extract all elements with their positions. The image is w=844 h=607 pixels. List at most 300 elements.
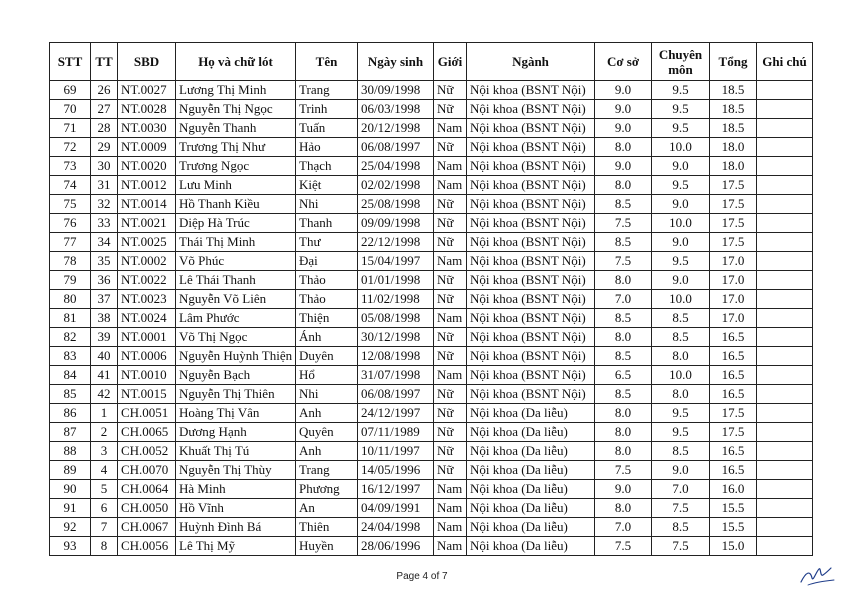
cell-sbd: NT.0015 [118, 385, 176, 404]
cell-sbd: NT.0030 [118, 119, 176, 138]
cell-tt: 28 [91, 119, 118, 138]
cell-co-so: 9.0 [595, 119, 652, 138]
cell-nganh: Nội khoa (BSNT Nội) [467, 214, 595, 233]
cell-ten: Hổ [296, 366, 358, 385]
cell-gioi: Nữ [434, 233, 467, 252]
cell-chuyen-mon: 7.5 [652, 499, 710, 518]
signature-icon [798, 560, 838, 590]
cell-sbd: NT.0020 [118, 157, 176, 176]
cell-co-so: 8.5 [595, 233, 652, 252]
cell-ho-va-chu-lot: Hà Minh [176, 480, 296, 499]
cell-sbd: CH.0067 [118, 518, 176, 537]
cell-co-so: 8.0 [595, 328, 652, 347]
cell-tong: 18.0 [710, 157, 757, 176]
cell-gioi: Nữ [434, 271, 467, 290]
cell-ten: Duyên [296, 347, 358, 366]
cell-ho-va-chu-lot: Nguyễn Huỳnh Thiện [176, 347, 296, 366]
cell-tt: 34 [91, 233, 118, 252]
table-row [50, 309, 813, 328]
cell-sbd: CH.0064 [118, 480, 176, 499]
cell-sbd: CH.0070 [118, 461, 176, 480]
cell-tong: 17.0 [710, 309, 757, 328]
cell-nganh: Nội khoa (Da liễu) [467, 480, 595, 499]
cell-chuyen-mon: 9.0 [652, 233, 710, 252]
cell-sbd: NT.0009 [118, 138, 176, 157]
cell-co-so: 9.0 [595, 81, 652, 100]
cell-tong: 17.5 [710, 233, 757, 252]
cell-nganh: Nội khoa (BSNT Nội) [467, 366, 595, 385]
cell-ngay-sinh: 10/11/1997 [358, 442, 434, 461]
cell-ten: Huyền [296, 537, 358, 556]
cell-co-so: 7.5 [595, 537, 652, 556]
cell-ghi-chu [757, 499, 813, 518]
cell-tong: 17.5 [710, 423, 757, 442]
cell-stt: 73 [50, 157, 91, 176]
cell-tt: 38 [91, 309, 118, 328]
cell-ngay-sinh: 25/04/1998 [358, 157, 434, 176]
cell-chuyen-mon: 8.0 [652, 385, 710, 404]
cell-ngay-sinh: 30/12/1998 [358, 328, 434, 347]
cell-co-so: 8.5 [595, 385, 652, 404]
table-row [50, 157, 813, 176]
cell-chuyen-mon: 10.0 [652, 366, 710, 385]
cell-tt: 41 [91, 366, 118, 385]
cell-ghi-chu [757, 176, 813, 195]
cell-chuyen-mon: 8.5 [652, 442, 710, 461]
cell-nganh: Nội khoa (BSNT Nội) [467, 252, 595, 271]
cell-gioi: Nữ [434, 195, 467, 214]
cell-nganh: Nội khoa (BSNT Nội) [467, 138, 595, 157]
table-row [50, 499, 813, 518]
cell-sbd: NT.0014 [118, 195, 176, 214]
cell-ten: Kiệt [296, 176, 358, 195]
cell-tong: 15.0 [710, 537, 757, 556]
cell-co-so: 8.0 [595, 404, 652, 423]
cell-tong: 17.0 [710, 290, 757, 309]
cell-ghi-chu [757, 195, 813, 214]
cell-ngay-sinh: 09/09/1998 [358, 214, 434, 233]
cell-nganh: Nội khoa (Da liễu) [467, 423, 595, 442]
cell-ho-va-chu-lot: Hồ Vĩnh [176, 499, 296, 518]
cell-ten: Hảo [296, 138, 358, 157]
cell-nganh: Nội khoa (BSNT Nội) [467, 328, 595, 347]
cell-ngay-sinh: 20/12/1998 [358, 119, 434, 138]
cell-ho-va-chu-lot: Nguyễn Thị Thiên [176, 385, 296, 404]
table-row [50, 366, 813, 385]
cell-ten: Thiên [296, 518, 358, 537]
cell-tt: 5 [91, 480, 118, 499]
cell-ten: Trinh [296, 100, 358, 119]
cell-chuyen-mon: 9.5 [652, 252, 710, 271]
cell-co-so: 7.5 [595, 461, 652, 480]
cell-gioi: Nam [434, 119, 467, 138]
cell-ten: Ánh [296, 328, 358, 347]
cell-tt: 2 [91, 423, 118, 442]
cell-nganh: Nội khoa (Da liễu) [467, 499, 595, 518]
cell-ten: Nhi [296, 195, 358, 214]
cell-stt: 90 [50, 480, 91, 499]
cell-ngay-sinh: 06/08/1997 [358, 138, 434, 157]
cell-chuyen-mon: 8.5 [652, 518, 710, 537]
table-row [50, 347, 813, 366]
cell-ghi-chu [757, 81, 813, 100]
cell-nganh: Nội khoa (BSNT Nội) [467, 385, 595, 404]
cell-tong: 17.0 [710, 252, 757, 271]
cell-stt: 87 [50, 423, 91, 442]
cell-tong: 16.5 [710, 347, 757, 366]
cell-nganh: Nội khoa (Da liễu) [467, 461, 595, 480]
cell-sbd: NT.0021 [118, 214, 176, 233]
header-row [50, 43, 813, 81]
cell-gioi: Nam [434, 309, 467, 328]
cell-ho-va-chu-lot: Võ Phúc [176, 252, 296, 271]
cell-ghi-chu [757, 328, 813, 347]
table-header [50, 43, 813, 81]
cell-gioi: Nam [434, 518, 467, 537]
cell-ngay-sinh: 04/09/1991 [358, 499, 434, 518]
cell-nganh: Nội khoa (BSNT Nội) [467, 157, 595, 176]
cell-ho-va-chu-lot: Trương Thị Như [176, 138, 296, 157]
table-row [50, 290, 813, 309]
cell-gioi: Nam [434, 499, 467, 518]
cell-stt: 93 [50, 537, 91, 556]
cell-tt: 37 [91, 290, 118, 309]
cell-tt: 6 [91, 499, 118, 518]
cell-ngay-sinh: 16/12/1997 [358, 480, 434, 499]
cell-ngay-sinh: 01/01/1998 [358, 271, 434, 290]
table-row [50, 385, 813, 404]
table-row [50, 100, 813, 119]
cell-co-so: 7.0 [595, 518, 652, 537]
cell-tong: 18.5 [710, 119, 757, 138]
table-row [50, 442, 813, 461]
cell-nganh: Nội khoa (BSNT Nội) [467, 290, 595, 309]
cell-gioi: Nam [434, 366, 467, 385]
cell-co-so: 7.5 [595, 252, 652, 271]
cell-ngay-sinh: 30/09/1998 [358, 81, 434, 100]
table-row [50, 271, 813, 290]
cell-stt: 91 [50, 499, 91, 518]
cell-gioi: Nữ [434, 442, 467, 461]
cell-co-so: 8.0 [595, 138, 652, 157]
cell-nganh: Nội khoa (Da liễu) [467, 442, 595, 461]
cell-nganh: Nội khoa (Da liễu) [467, 404, 595, 423]
cell-ho-va-chu-lot: Lưu Minh [176, 176, 296, 195]
cell-ghi-chu [757, 404, 813, 423]
cell-ho-va-chu-lot: Dương Hạnh [176, 423, 296, 442]
cell-sbd: NT.0001 [118, 328, 176, 347]
cell-ho-va-chu-lot: Lê Thái Thanh [176, 271, 296, 290]
cell-ten: Phương [296, 480, 358, 499]
cell-nganh: Nội khoa (BSNT Nội) [467, 119, 595, 138]
cell-ten: Anh [296, 442, 358, 461]
cell-nganh: Nội khoa (BSNT Nội) [467, 347, 595, 366]
cell-ho-va-chu-lot: Nguyễn Thị Ngọc [176, 100, 296, 119]
cell-ten: Thảo [296, 290, 358, 309]
cell-stt: 76 [50, 214, 91, 233]
table-row [50, 480, 813, 499]
cell-co-so: 6.5 [595, 366, 652, 385]
cell-ho-va-chu-lot: Võ Thị Ngọc [176, 328, 296, 347]
table-row [50, 119, 813, 138]
cell-sbd: NT.0002 [118, 252, 176, 271]
cell-ten: Thảo [296, 271, 358, 290]
cell-chuyen-mon: 8.5 [652, 328, 710, 347]
cell-tt: 7 [91, 518, 118, 537]
cell-ten: Thanh [296, 214, 358, 233]
cell-gioi: Nữ [434, 461, 467, 480]
cell-co-so: 7.5 [595, 214, 652, 233]
cell-tong: 16.5 [710, 385, 757, 404]
cell-ghi-chu [757, 214, 813, 233]
cell-stt: 81 [50, 309, 91, 328]
cell-ho-va-chu-lot: Lê Thị Mỹ [176, 537, 296, 556]
cell-stt: 85 [50, 385, 91, 404]
cell-tt: 36 [91, 271, 118, 290]
cell-chuyen-mon: 10.0 [652, 290, 710, 309]
cell-ho-va-chu-lot: Hoàng Thị Vân [176, 404, 296, 423]
column-header-chuyen-mon: Chuyên môn [652, 43, 710, 81]
cell-co-so: 8.0 [595, 271, 652, 290]
table-row [50, 214, 813, 233]
cell-ghi-chu [757, 157, 813, 176]
cell-chuyen-mon: 9.5 [652, 176, 710, 195]
cell-ten: Tuấn [296, 119, 358, 138]
cell-ten: Trang [296, 81, 358, 100]
cell-chuyen-mon: 7.0 [652, 480, 710, 499]
cell-sbd: CH.0056 [118, 537, 176, 556]
cell-ten: Thiện [296, 309, 358, 328]
cell-co-so: 9.0 [595, 480, 652, 499]
cell-gioi: Nam [434, 480, 467, 499]
cell-ho-va-chu-lot: Thái Thị Minh [176, 233, 296, 252]
cell-ghi-chu [757, 119, 813, 138]
cell-ho-va-chu-lot: Trương Ngọc [176, 157, 296, 176]
cell-tong: 16.5 [710, 461, 757, 480]
cell-stt: 88 [50, 442, 91, 461]
cell-co-so: 9.0 [595, 157, 652, 176]
cell-stt: 77 [50, 233, 91, 252]
cell-tong: 15.5 [710, 499, 757, 518]
cell-nganh: Nội khoa (BSNT Nội) [467, 271, 595, 290]
cell-chuyen-mon: 8.5 [652, 309, 710, 328]
cell-ghi-chu [757, 309, 813, 328]
cell-sbd: CH.0051 [118, 404, 176, 423]
cell-ghi-chu [757, 290, 813, 309]
cell-sbd: NT.0027 [118, 81, 176, 100]
table-row [50, 138, 813, 157]
cell-ghi-chu [757, 100, 813, 119]
cell-tong: 15.5 [710, 518, 757, 537]
cell-ho-va-chu-lot: Nguyễn Thị Thùy [176, 461, 296, 480]
cell-tt: 27 [91, 100, 118, 119]
cell-stt: 86 [50, 404, 91, 423]
cell-ghi-chu [757, 271, 813, 290]
cell-gioi: Nam [434, 537, 467, 556]
cell-ho-va-chu-lot: Nguyễn Võ Liên [176, 290, 296, 309]
column-header-ngay-sinh: Ngày sinh [358, 43, 434, 81]
cell-tong: 17.5 [710, 176, 757, 195]
cell-chuyen-mon: 7.5 [652, 537, 710, 556]
cell-ghi-chu [757, 518, 813, 537]
cell-ngay-sinh: 24/04/1998 [358, 518, 434, 537]
cell-chuyen-mon: 9.5 [652, 423, 710, 442]
column-header-tt: TT [91, 43, 118, 81]
cell-co-so: 8.0 [595, 499, 652, 518]
cell-ho-va-chu-lot: Khuất Thị Tú [176, 442, 296, 461]
cell-ngay-sinh: 24/12/1997 [358, 404, 434, 423]
cell-ngay-sinh: 02/02/1998 [358, 176, 434, 195]
cell-tt: 29 [91, 138, 118, 157]
cell-gioi: Nữ [434, 385, 467, 404]
cell-gioi: Nữ [434, 214, 467, 233]
cell-tt: 42 [91, 385, 118, 404]
cell-stt: 72 [50, 138, 91, 157]
cell-co-so: 8.5 [595, 195, 652, 214]
cell-ghi-chu [757, 347, 813, 366]
cell-ho-va-chu-lot: Lương Thị Minh [176, 81, 296, 100]
page-number: Page 4 of 7 [396, 571, 448, 582]
cell-stt: 80 [50, 290, 91, 309]
table-row [50, 537, 813, 556]
cell-stt: 79 [50, 271, 91, 290]
column-header-sbd: SBD [118, 43, 176, 81]
cell-stt: 89 [50, 461, 91, 480]
cell-ten: Quyên [296, 423, 358, 442]
cell-tt: 32 [91, 195, 118, 214]
column-header-co-so: Cơ sở [595, 43, 652, 81]
table-row [50, 404, 813, 423]
cell-sbd: NT.0028 [118, 100, 176, 119]
table-row [50, 81, 813, 100]
cell-co-so: 8.0 [595, 442, 652, 461]
cell-nganh: Nội khoa (Da liễu) [467, 537, 595, 556]
cell-ten: Trang [296, 461, 358, 480]
cell-sbd: CH.0065 [118, 423, 176, 442]
table-row [50, 195, 813, 214]
cell-tong: 16.5 [710, 442, 757, 461]
cell-sbd: CH.0052 [118, 442, 176, 461]
cell-chuyen-mon: 9.0 [652, 195, 710, 214]
cell-ngay-sinh: 31/07/1998 [358, 366, 434, 385]
cell-nganh: Nội khoa (BSNT Nội) [467, 233, 595, 252]
cell-stt: 71 [50, 119, 91, 138]
cell-co-so: 7.0 [595, 290, 652, 309]
table-row [50, 176, 813, 195]
cell-stt: 70 [50, 100, 91, 119]
column-header-ghi-chu: Ghi chú [757, 43, 813, 81]
column-header-tong: Tổng [710, 43, 757, 81]
cell-sbd: NT.0023 [118, 290, 176, 309]
column-header-gioi: Giới [434, 43, 467, 81]
cell-nganh: Nội khoa (BSNT Nội) [467, 176, 595, 195]
cell-sbd: NT.0010 [118, 366, 176, 385]
cell-tt: 1 [91, 404, 118, 423]
cell-ngay-sinh: 11/02/1998 [358, 290, 434, 309]
cell-chuyen-mon: 9.0 [652, 157, 710, 176]
cell-ngay-sinh: 06/03/1998 [358, 100, 434, 119]
cell-chuyen-mon: 9.5 [652, 404, 710, 423]
cell-ngay-sinh: 12/08/1998 [358, 347, 434, 366]
cell-gioi: Nữ [434, 138, 467, 157]
cell-nganh: Nội khoa (Da liễu) [467, 518, 595, 537]
cell-tt: 4 [91, 461, 118, 480]
cell-tt: 8 [91, 537, 118, 556]
cell-chuyen-mon: 9.5 [652, 81, 710, 100]
cell-gioi: Nữ [434, 290, 467, 309]
cell-gioi: Nữ [434, 81, 467, 100]
cell-tong: 18.0 [710, 138, 757, 157]
cell-chuyen-mon: 9.5 [652, 119, 710, 138]
table-row [50, 328, 813, 347]
cell-stt: 75 [50, 195, 91, 214]
cell-tt: 30 [91, 157, 118, 176]
cell-gioi: Nữ [434, 404, 467, 423]
cell-tong: 16.5 [710, 328, 757, 347]
cell-tong: 17.0 [710, 271, 757, 290]
cell-ghi-chu [757, 461, 813, 480]
cell-tt: 26 [91, 81, 118, 100]
cell-chuyen-mon: 9.0 [652, 271, 710, 290]
cell-ngay-sinh: 07/11/1989 [358, 423, 434, 442]
cell-gioi: Nam [434, 157, 467, 176]
cell-nganh: Nội khoa (BSNT Nội) [467, 195, 595, 214]
cell-ghi-chu [757, 252, 813, 271]
cell-tong: 17.5 [710, 214, 757, 233]
cell-tt: 39 [91, 328, 118, 347]
cell-tt: 31 [91, 176, 118, 195]
cell-ngay-sinh: 05/08/1998 [358, 309, 434, 328]
cell-tt: 33 [91, 214, 118, 233]
table-row [50, 518, 813, 537]
cell-ngay-sinh: 06/08/1997 [358, 385, 434, 404]
table-row [50, 233, 813, 252]
table-body [50, 81, 813, 556]
cell-stt: 92 [50, 518, 91, 537]
cell-ho-va-chu-lot: Diệp Hà Trúc [176, 214, 296, 233]
column-header-nganh: Ngành [467, 43, 595, 81]
cell-ten: An [296, 499, 358, 518]
cell-gioi: Nữ [434, 423, 467, 442]
cell-chuyen-mon: 9.0 [652, 461, 710, 480]
cell-tong: 18.5 [710, 100, 757, 119]
cell-tt: 35 [91, 252, 118, 271]
cell-co-so: 8.5 [595, 309, 652, 328]
cell-gioi: Nam [434, 252, 467, 271]
cell-ghi-chu [757, 537, 813, 556]
cell-ngay-sinh: 25/08/1998 [358, 195, 434, 214]
cell-sbd: NT.0012 [118, 176, 176, 195]
cell-tong: 17.5 [710, 195, 757, 214]
cell-co-so: 8.5 [595, 347, 652, 366]
cell-chuyen-mon: 10.0 [652, 214, 710, 233]
cell-ten: Thư [296, 233, 358, 252]
table-row [50, 423, 813, 442]
cell-gioi: Nữ [434, 100, 467, 119]
column-header-ten: Tên [296, 43, 358, 81]
cell-ho-va-chu-lot: Huỳnh Đình Bá [176, 518, 296, 537]
results-table [49, 42, 813, 556]
column-header-stt: STT [50, 43, 91, 81]
cell-nganh: Nội khoa (BSNT Nội) [467, 309, 595, 328]
cell-ghi-chu [757, 138, 813, 157]
cell-nganh: Nội khoa (BSNT Nội) [467, 100, 595, 119]
cell-stt: 83 [50, 347, 91, 366]
cell-sbd: CH.0050 [118, 499, 176, 518]
cell-ho-va-chu-lot: Nguyễn Thanh [176, 119, 296, 138]
column-header-ho-va-chu-lot: Họ và chữ lót [176, 43, 296, 81]
cell-chuyen-mon: 8.0 [652, 347, 710, 366]
